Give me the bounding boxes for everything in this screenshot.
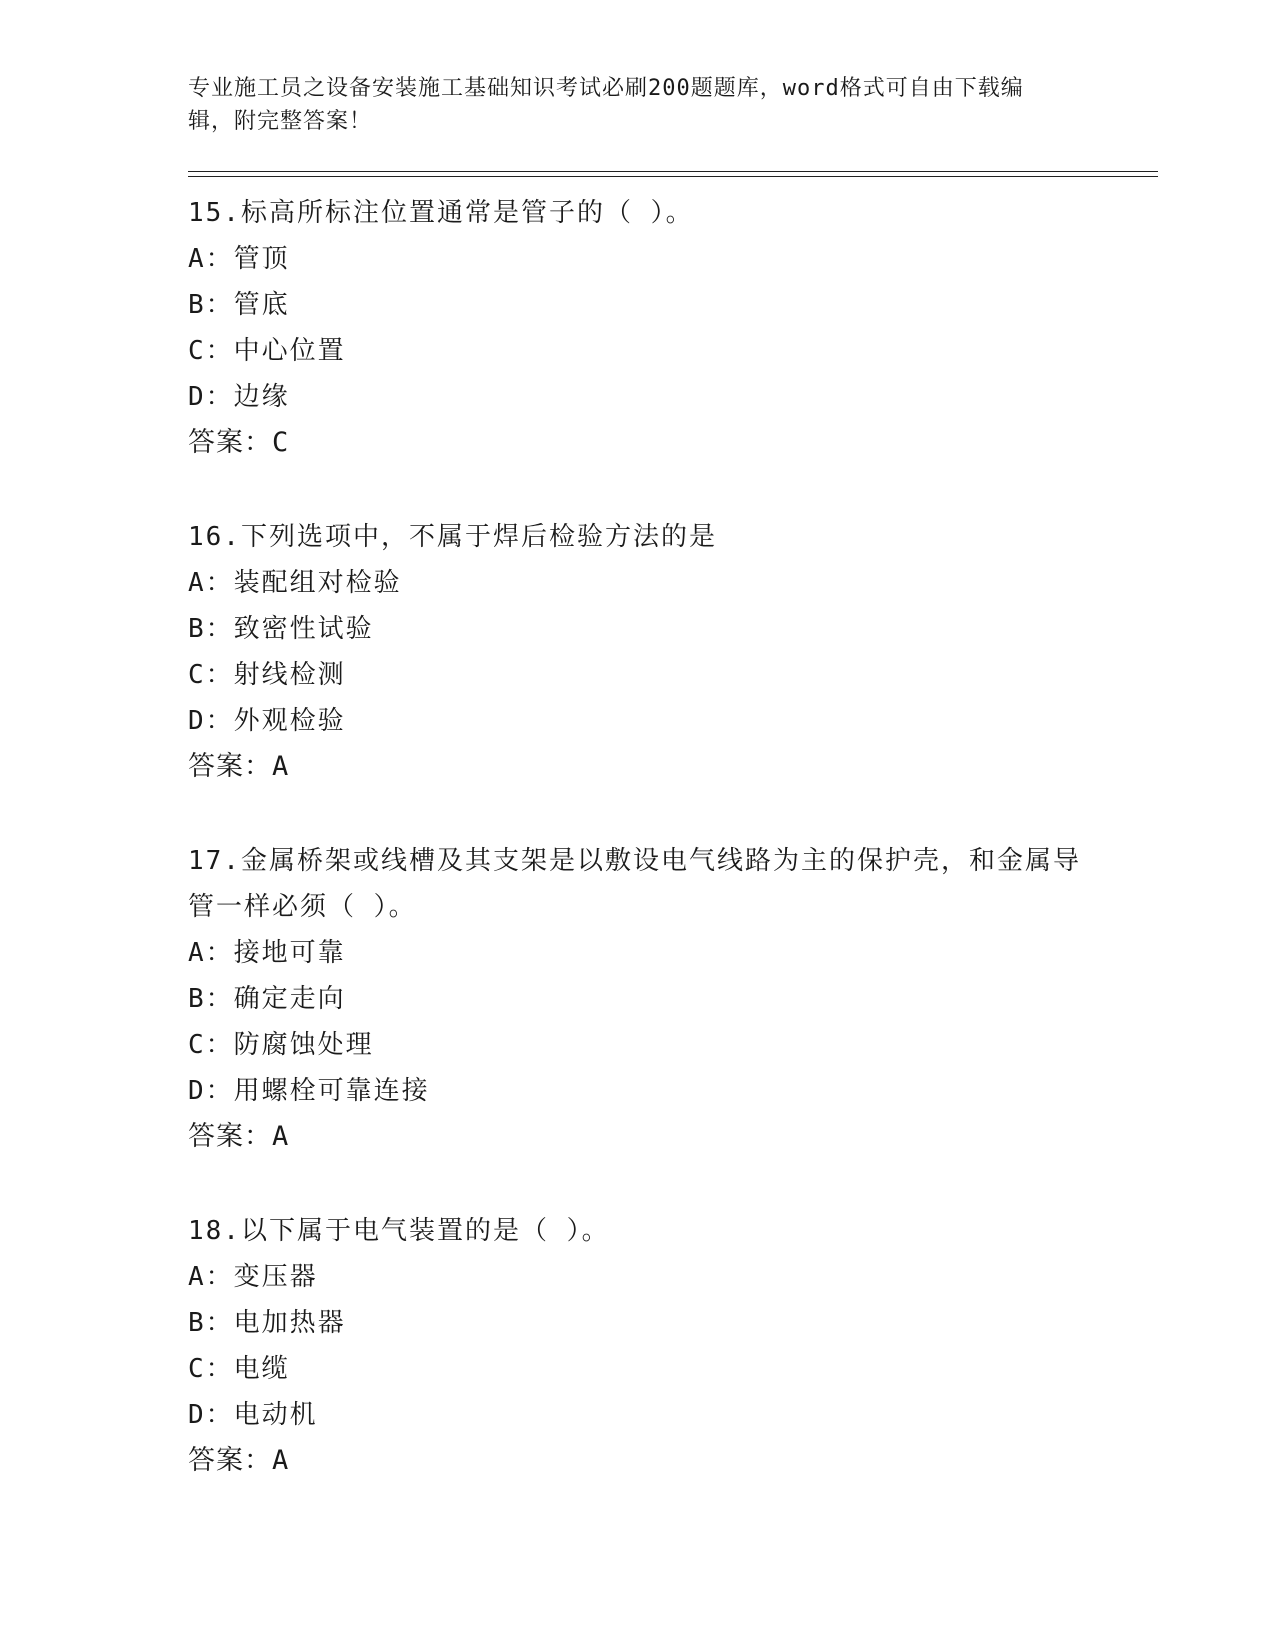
answer-line	[188, 1114, 1088, 1160]
option-d: D：边缘	[188, 382, 290, 412]
option-a: A：装配组对检验	[188, 568, 402, 598]
answer-label: 答案：	[188, 1445, 272, 1476]
question-stem: 17.金属桥架或线槽及其支架是以敷设电气线路为主的保护壳，和金属导管一样必须（ ）。	[188, 846, 1081, 922]
option-b: B：管底	[188, 290, 290, 320]
option-d: D：电动机	[188, 1400, 318, 1430]
question-item	[188, 838, 1088, 1160]
answer-value: C	[272, 427, 290, 458]
answer-line	[188, 420, 1088, 466]
question-stem: 18.以下属于电气装置的是（ ）。	[188, 1216, 610, 1246]
question-item	[188, 190, 1088, 466]
header-divider-bottom	[188, 176, 1158, 177]
option-d: D：用螺栓可靠连接	[188, 1076, 430, 1106]
question-item	[188, 514, 1088, 790]
option-c: C：防腐蚀处理	[188, 1030, 374, 1060]
option-b: B：确定走向	[188, 984, 346, 1014]
option-c: C：电缆	[188, 1354, 290, 1384]
answer-line	[188, 744, 1088, 790]
answer-value: A	[272, 751, 290, 782]
question-list	[188, 190, 1088, 1532]
option-b: B：电加热器	[188, 1308, 346, 1338]
document-title: 专业施工员之设备安装施工基础知识考试必刷200题题库，word格式可自由下载编辑，附完整答案！	[188, 76, 1024, 134]
question-item	[188, 1208, 1088, 1484]
answer-value: A	[272, 1445, 290, 1476]
question-stem: 16.下列选项中，不属于焊后检验方法的是	[188, 522, 717, 552]
option-c: C：射线检测	[188, 660, 346, 690]
option-a: A：接地可靠	[188, 938, 346, 968]
answer-line	[188, 1438, 1088, 1484]
option-d: D：外观检验	[188, 706, 346, 736]
option-a: A：管顶	[188, 244, 290, 274]
answer-label: 答案：	[188, 751, 272, 782]
answer-label: 答案：	[188, 1121, 272, 1152]
answer-value: A	[272, 1121, 290, 1152]
option-b: B：致密性试验	[188, 614, 374, 644]
answer-label: 答案：	[188, 427, 272, 458]
header-divider-top	[188, 171, 1158, 172]
option-a: A：变压器	[188, 1262, 318, 1292]
question-stem: 15.标高所标注位置通常是管子的（ ）。	[188, 198, 694, 228]
option-c: C：中心位置	[188, 336, 346, 366]
